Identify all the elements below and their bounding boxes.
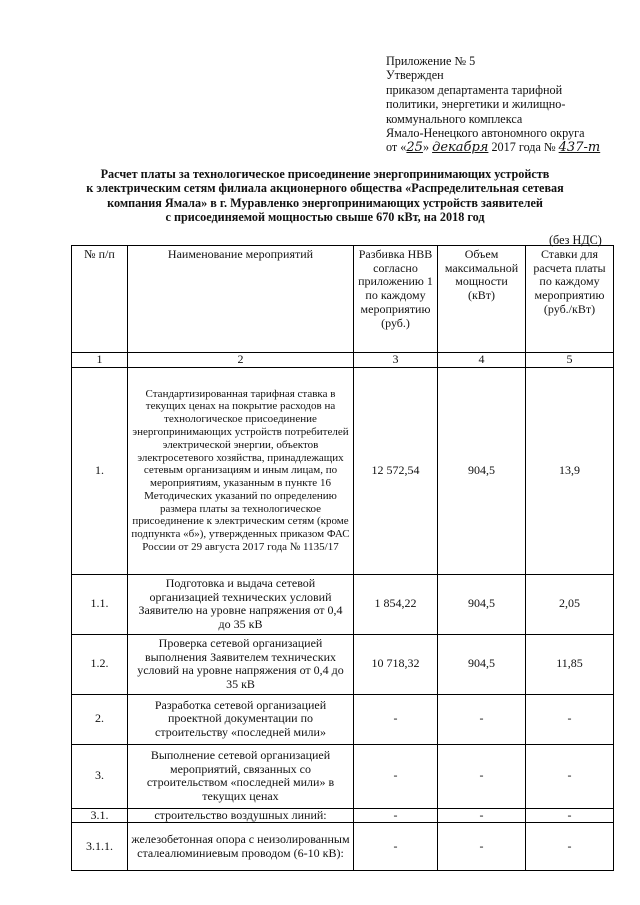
column-number: 2 xyxy=(128,353,354,368)
row-power: - xyxy=(438,808,526,823)
row-nvv: - xyxy=(354,808,438,823)
table-row xyxy=(72,823,614,871)
row-number: 1.2. xyxy=(72,634,128,694)
row-number: 2. xyxy=(72,694,128,744)
header-cell: Ставки для расчета платы по каждому мероприятию (руб./кВт) xyxy=(526,246,614,353)
title-line: к электрическим сетям филиала акционерного общества «Распределительная сетевая xyxy=(86,181,564,196)
row-power: 904,5 xyxy=(438,367,526,574)
header-cell: Объем максимальной мощности (кВт) xyxy=(438,246,526,353)
appendix-line: Приложение № 5 xyxy=(386,54,476,68)
rates-table xyxy=(71,245,614,871)
column-number: 4 xyxy=(438,353,526,368)
header-cell: Разбивка НВВ согласно приложению 1 по каждому мероприятию (руб.) xyxy=(354,246,438,353)
header-row xyxy=(72,246,614,353)
title-line: компания Ямала» в г. Муравленко энергопринимающих устройств заявителей xyxy=(107,195,543,210)
document-title xyxy=(60,167,590,225)
vat-note: (без НДС) xyxy=(549,233,602,247)
table-row xyxy=(72,694,614,744)
row-power: 904,5 xyxy=(438,574,526,634)
row-name: Выполнение сетевой организацией мероприятий, связанных со строительством «последней мили» в текущих ценах xyxy=(128,744,354,808)
row-rate: 11,85 xyxy=(526,634,614,694)
table-row xyxy=(72,634,614,694)
row-name: строительство воздушных линий: xyxy=(128,808,354,823)
row-name: Стандартизированная тарифная ставка в текущих ценах на покрытие расходов на технологическое присоединение энергопринимающих устройств потребителей электрической энергии, объектов электросетевого хозяйства, принадлежащих сетевым организациям и иным лицам, по мероприятиям, указанным в пункте 16 Методических указаний по определению размера платы за технологическое присоединение к электрическим сетям (кроме подпункта «б»), утвержденных приказом ФАС России от 29 августа 2017 года № 1135/17 xyxy=(128,367,354,574)
row-rate: 13,9 xyxy=(526,367,614,574)
row-number: 1.1. xyxy=(72,574,128,634)
row-number: 3.1. xyxy=(72,808,128,823)
row-rate: - xyxy=(526,744,614,808)
row-name: Разработка сетевой организацией проектной документации по строительству «последней мили» xyxy=(128,694,354,744)
row-nvv: 12 572,54 xyxy=(354,367,438,574)
appendix-line: коммунального комплекса xyxy=(386,111,523,126)
row-rate: - xyxy=(526,694,614,744)
row-name: Подготовка и выдача сетевой организацией технических условий Заявителю на уровне напряжения от 0,4 до 35 кВ xyxy=(128,574,354,634)
row-nvv: - xyxy=(354,744,438,808)
row-number: 1. xyxy=(72,367,128,574)
row-number: 3. xyxy=(72,744,128,808)
appendix-block xyxy=(386,54,636,156)
row-power: 904,5 xyxy=(438,634,526,694)
order-date-line xyxy=(386,140,636,155)
appendix-line: Утвержден xyxy=(386,68,444,83)
table-row xyxy=(72,367,614,574)
year-text: 2017 года № xyxy=(491,140,556,155)
row-name: Проверка сетевой организацией выполнения Заявителем технических условий на уровне напряжения от 0,4 до 35 кВ xyxy=(128,634,354,694)
table-row xyxy=(72,574,614,634)
row-nvv: - xyxy=(354,694,438,744)
row-name: железобетонная опора с неизолированным сталеалюминиевым проводом (6-10 кВ): xyxy=(128,823,354,871)
row-power: - xyxy=(438,744,526,808)
handwritten-month: декабря xyxy=(432,140,489,156)
appendix-line: Ямало-Ненецкого автономного округа xyxy=(386,126,585,141)
row-power: - xyxy=(438,823,526,871)
row-number: 3.1.1. xyxy=(72,823,128,871)
handwritten-order-number: 437-т xyxy=(558,140,601,156)
header-cell: № п/п xyxy=(72,246,128,353)
column-number: 1 xyxy=(72,353,128,368)
column-number: 5 xyxy=(526,353,614,368)
date-prefix: от « xyxy=(386,140,407,155)
column-number-row xyxy=(72,353,614,368)
row-rate: - xyxy=(526,808,614,823)
row-rate: - xyxy=(526,823,614,871)
row-nvv: 10 718,32 xyxy=(354,634,438,694)
handwritten-day: 25 xyxy=(406,140,423,156)
quote-close: » xyxy=(422,140,430,155)
row-rate: 2,05 xyxy=(526,574,614,634)
title-line: с присоединяемой мощностью свыше 670 кВт, на 2018 год xyxy=(165,210,485,225)
row-power: - xyxy=(438,694,526,744)
appendix-line: политики, энергетики и жилищно- xyxy=(386,97,566,112)
header-cell: Наименование мероприятий xyxy=(128,246,354,353)
title-line: Расчет платы за технологическое присоединение энергопринимающих устройств xyxy=(100,167,550,181)
row-nvv: - xyxy=(354,823,438,871)
column-number: 3 xyxy=(354,353,438,368)
appendix-line: приказом департамента тарифной xyxy=(386,82,563,97)
table-row xyxy=(72,808,614,823)
row-nvv: 1 854,22 xyxy=(354,574,438,634)
table-row xyxy=(72,744,614,808)
